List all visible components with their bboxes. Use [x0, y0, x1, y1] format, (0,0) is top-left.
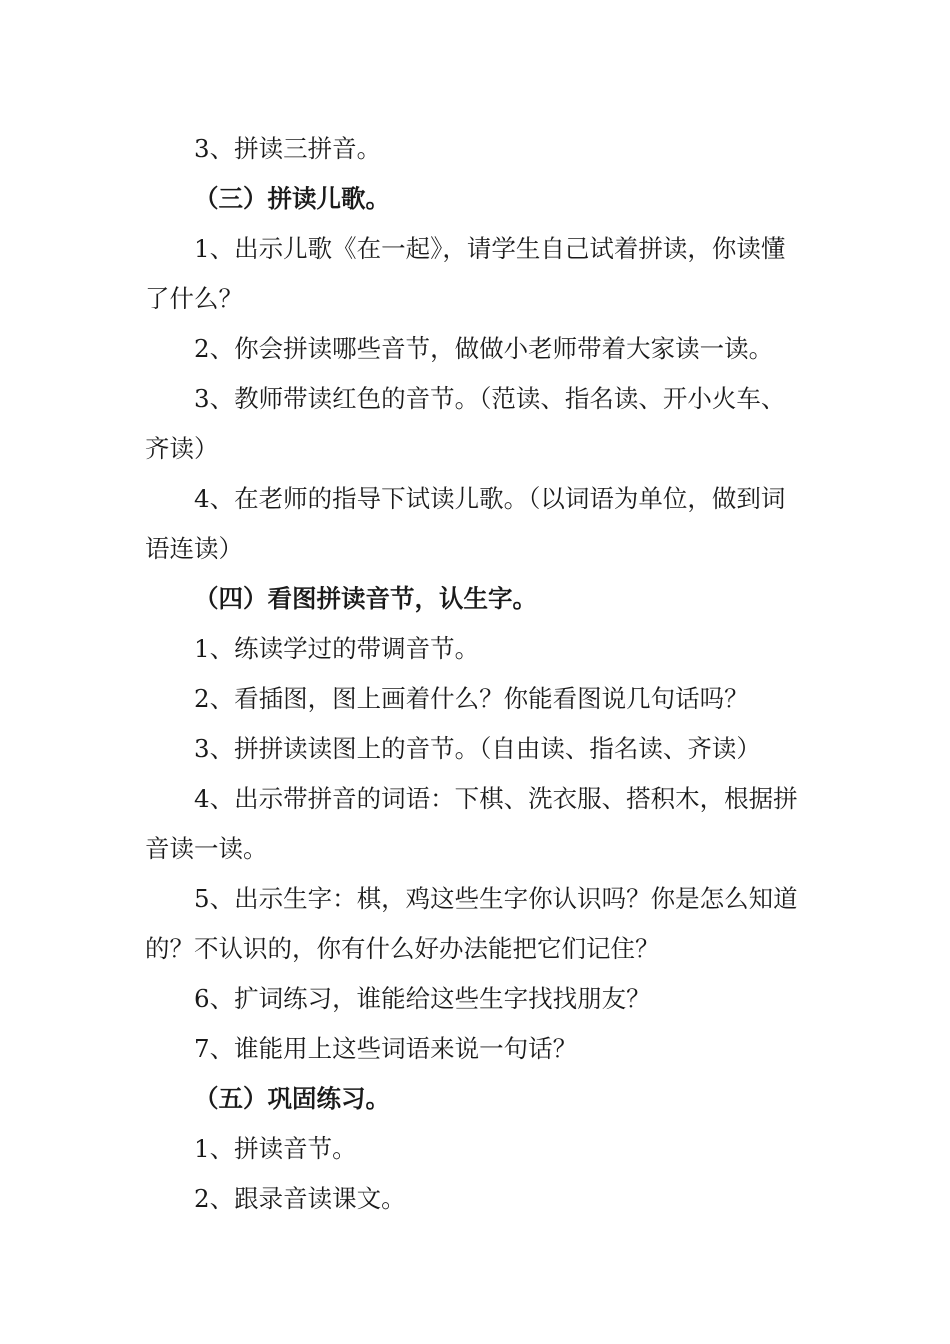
- section-heading: （四）看图拼读音节，认生字。: [194, 584, 537, 613]
- list-item: 1、练读学过的带调音节。: [194, 634, 480, 663]
- list-item: 2、跟录音读课文。: [194, 1184, 406, 1213]
- list-item: 3、教师带读红色的音节。（范读、指名读、开小火车、齐读）: [145, 384, 786, 463]
- document-body: [145, 124, 805, 1224]
- list-item: 2、看插图，图上画着什么？你能看图说几句话吗？: [194, 684, 749, 713]
- list-item: 1、拼读音节。: [194, 1134, 357, 1163]
- list-item: 3、拼读三拼音。: [194, 134, 382, 163]
- section-heading: （三）拼读儿歌。: [194, 184, 390, 213]
- section-heading: （五）巩固练习。: [194, 1084, 390, 1113]
- list-item: 5、出示生字：棋，鸡这些生字你认识吗？你是怎么知道的？不认识的，你有什么好办法能把它们记住？: [145, 884, 798, 963]
- list-item: 4、出示带拼音的词语：下棋、洗衣服、搭积木，根据拼音读一读。: [145, 784, 798, 863]
- list-item: 1、出示儿歌《在一起》，请学生自己试着拼读，你读懂了什么？: [145, 234, 786, 313]
- list-item: 7、谁能用上这些词语来说一句话？: [194, 1034, 578, 1063]
- list-item: 2、你会拼读哪些音节，做做小老师带着大家读一读。: [194, 334, 774, 363]
- list-item: 3、拼拼读读图上的音节。（自由读、指名读、齐读）: [194, 734, 761, 763]
- list-item: 6、扩词练习，谁能给这些生字找找朋友？: [194, 984, 651, 1013]
- list-item: 4、在老师的指导下试读儿歌。（以词语为单位，做到词语连读）: [145, 484, 786, 563]
